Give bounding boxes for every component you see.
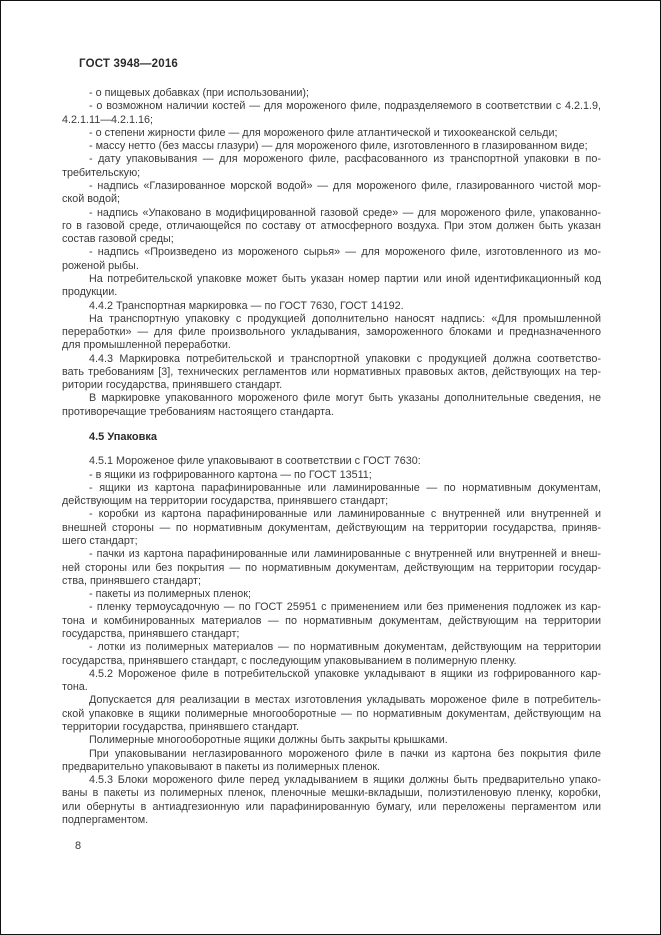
paragraph [62, 734, 601, 747]
paragraph [62, 482, 601, 509]
text-line: действующим на территории государства, принявшего стандарт; [62, 495, 389, 508]
text-line: - надпись «Упаковано в модифицированной газовой среде» — для мороженого филе, упакованно- [89, 206, 601, 219]
text-line: территории государства, принявшего стандарт. [62, 720, 299, 733]
text-line: - дату упаковывания — для мороженого филе, расфасованного из транспортной упаковки в по- [89, 153, 601, 166]
text-line: На транспортную упаковку с продукцией дополнительно наносят надпись: «Для промышленной [89, 312, 601, 325]
paragraph [62, 548, 601, 588]
text-line: го в газовой среде, отличающейся по составу от атмосферного воздуха. При этом должен быть указан [62, 219, 601, 232]
paragraph [62, 100, 601, 127]
page-number: 8 [75, 840, 82, 852]
paragraph [62, 508, 601, 548]
text-line: тона. [62, 681, 88, 694]
paragraph [62, 246, 601, 273]
text-line: Полимерные многооборотные ящики должны быть закрыты крышками. [89, 734, 448, 747]
paragraph [62, 140, 601, 153]
text-line: роженой рыбы. [62, 259, 139, 272]
paragraph [62, 469, 601, 482]
text-line: При упаковывании неглазированного мороженого филе в пачки из картона без покрытия филе [89, 747, 601, 760]
text-line: 4.4.2 Транспортная маркировка — по ГОСТ 7630, ГОСТ 14192. [89, 299, 404, 312]
paragraph [62, 748, 601, 775]
text-line: - надпись «Произведено из мороженого сырья» — для мороженого филе, изготовленного из мо- [89, 246, 601, 259]
text-line: шего стандарт; [62, 535, 138, 547]
paragraph [62, 153, 601, 180]
text-line: - о пищевых добавках (при использовании); [89, 87, 310, 99]
text-line: В маркировке упакованного мороженого филе могут быть указаны дополнительные сведения, не [89, 392, 601, 405]
text-line: Допускается для реализации в местах изготовления укладывать мороженое филе в потребитель- [89, 694, 601, 707]
text-line: противоречащие требованиям настоящего стандарта. [62, 405, 334, 418]
paragraph [62, 641, 601, 668]
text-line: тона и комбинированных материалов — по нормативным документам, действующим на территории [62, 614, 601, 627]
text-line: ства, принявшего стандарт; [62, 574, 201, 587]
text-line: - о степени жирности филе — для мороженого филе атлантической и тихоокеанской сельди; [89, 126, 558, 139]
paragraph [62, 300, 601, 313]
text-line: предварительно упаковывают в пакеты из полимерных пленок. [62, 760, 381, 773]
text-line: - лотки из полимерных материалов — по нормативным документам, действующим на территории [89, 641, 601, 654]
text-line: - пачки из картона парафинированные или ламинированные с внутренней или внутренней и внеш- [89, 548, 601, 561]
paragraph [62, 455, 601, 468]
text-line: государства, принявшего стандарт, с последующим упаковыванием в полимерную пленку. [62, 654, 517, 667]
text-line: - в ящики из гофрированного картона — по ГОСТ 13511; [89, 468, 372, 481]
text-line: требительскую; [62, 166, 141, 179]
text-line: На потребительской упаковке может быть указан номер партии или иной идентификационный код [89, 272, 601, 285]
paragraph [62, 207, 601, 247]
text-line: внешней стороны — по нормативным документам, действующим на территории государства, приняв- [62, 521, 601, 534]
text-line: подпергаментом. [62, 813, 149, 826]
paragraph [62, 353, 601, 393]
text-line: продукции. [62, 286, 118, 299]
text-line: вать требованиям [3], технических регламентов или нормативных правовых актов, действующих на тер- [62, 365, 601, 378]
paragraph [62, 180, 601, 207]
paragraph [62, 588, 601, 601]
text-line: ской упаковке в ящики полимерные многооборотные — по нормативным документам, действующим на [62, 707, 601, 720]
text-line: ритории государства, принявшего стандарт. [62, 379, 283, 392]
text-line: 4.5.1 Мороженое филе упаковывают в соответствии с ГОСТ 7630: [89, 455, 421, 468]
text-body [62, 87, 601, 827]
paragraph [62, 601, 601, 641]
paragraph [62, 127, 601, 140]
text-line: государства, принявшего стандарт; [62, 627, 240, 640]
text-line: переработки» — для филе произвольного укладывания, замороженного блоками и предназначенного [62, 326, 601, 339]
paragraph [62, 668, 601, 695]
text-line: 4.4.3 Маркировка потребительской и транспортной упаковки с продукцией должна соответство- [89, 352, 601, 365]
text-line: - пленку термоусадочную — по ГОСТ 25951 с применением или без применения подложек из кар- [89, 601, 601, 614]
text-line: - ящики из картона парафинированные или ламинированные — по нормативным документам, [89, 481, 601, 494]
text-line: - надпись «Глазированное морской водой» — для мороженого филе, глазированного чистой мор- [89, 179, 601, 192]
paragraph [62, 273, 601, 300]
paragraph [62, 87, 601, 100]
text-line: - пакеты из полимерных пленок; [89, 588, 251, 601]
text-line: или обернуты в антиадгезионную или парафинированную бумагу, или переложены пергаментом или [62, 800, 601, 813]
text-line: для промышленной переработки. [62, 339, 231, 352]
text-line: - коробки из картона парафинированные или ламинированные с внутренней или внутренней и [89, 508, 601, 521]
text-line: 4.5.2 Мороженое филе в потребительской упаковке укладывают в ящики из гофрированного кар- [89, 667, 601, 680]
running-header: ГОСТ 3948—2016 [79, 58, 179, 70]
text-line: 4.2.1.11—4.2.1.16; [62, 113, 154, 126]
text-line: - массу нетто (без массы глазури) — для мороженого филе, изготовленного в глазированном виде; [89, 140, 588, 153]
paragraph [62, 694, 601, 734]
paragraph [62, 313, 601, 353]
text-line: состав газовой среды; [62, 233, 174, 246]
section-heading: 4.5 Упаковка [89, 431, 157, 444]
text-line: ней стороны или без покрытия — по нормативным документам, действующим на территории государ- [62, 561, 601, 574]
paragraph [62, 774, 601, 827]
paragraph [62, 392, 601, 419]
text-line: 4.5.3 Блоки мороженого филе перед укладыванием в ящики должны быть предварительно упако- [89, 774, 601, 787]
text-line: - о возможном наличии костей — для мороженого филе, подразделяемого в соответствии с 4.2.1.9, [89, 100, 601, 113]
text-line: ской водой; [62, 193, 120, 206]
text-line: ваны в пакеты из полимерных пленок, пленочные мешки-вкладыши, полиэтиленовую пленку, коробки, [62, 787, 601, 800]
